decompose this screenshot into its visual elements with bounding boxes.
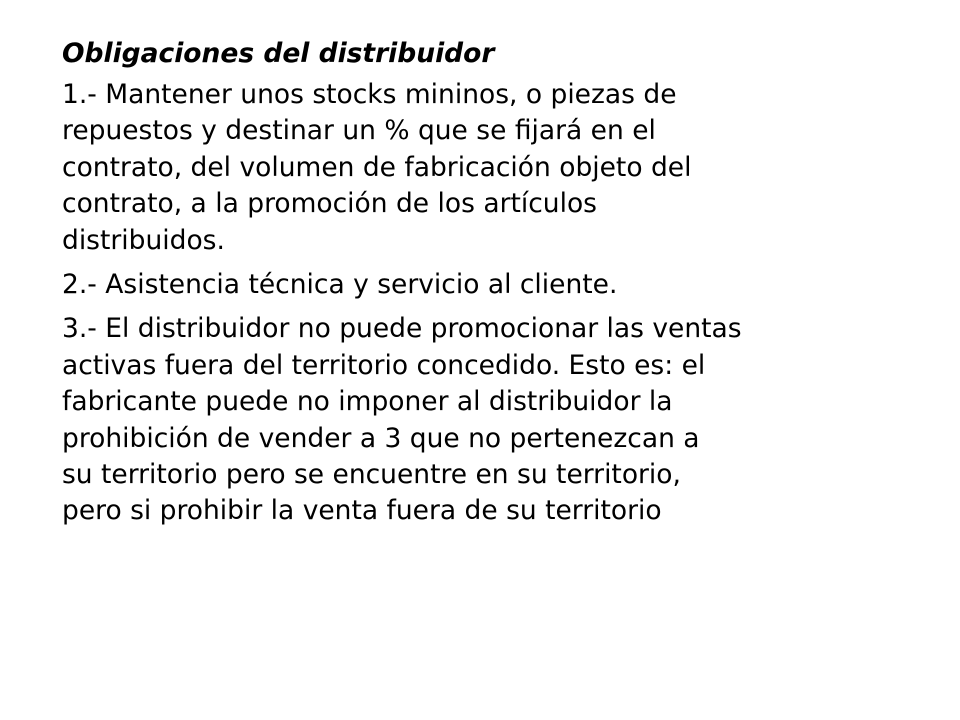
slide-content <box>62 36 930 538</box>
obligation-item-3 <box>62 311 930 529</box>
obligation-1-line: repuestos y destinar un % que se fijará en el <box>62 115 656 147</box>
obligation-3-line: su territorio pero se encuentre en su territorio, <box>62 459 681 491</box>
obligation-1-line: 1.- Mantener unos stocks mininos, o piezas de <box>62 79 677 110</box>
obligation-3-line: pero si prohibir la venta fuera de su territorio <box>62 495 662 527</box>
obligation-item-1 <box>62 77 930 259</box>
slide-heading: Obligaciones del distribuidor <box>62 38 495 69</box>
obligation-3-line: prohibición de vender a 3 que no pertenezcan a <box>62 422 700 454</box>
obligation-1-line: contrato, a la promoción de los artículos <box>62 188 597 220</box>
obligation-3-line: fabricante puede no imponer al distribuidor la <box>62 386 673 418</box>
obligation-2-line: 2.- Asistencia técnica y servicio al cliente. <box>62 269 618 301</box>
obligation-item-2 <box>62 267 930 303</box>
obligation-3-line: activas fuera del territorio concedido. Esto es: el <box>62 349 706 381</box>
obligation-1-line: contrato, del volumen de fabricación objeto del <box>62 151 692 183</box>
obligation-1-line: distribuidos. <box>62 224 225 256</box>
obligation-3-line: 3.- El distribuidor no puede promocionar las ventas <box>62 313 742 345</box>
